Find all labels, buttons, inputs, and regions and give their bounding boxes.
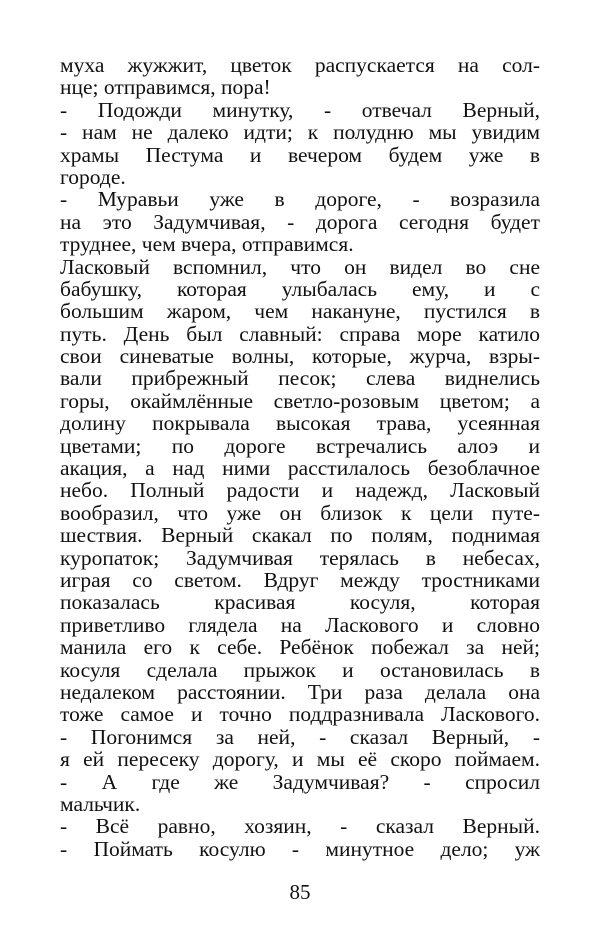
text-line: - А где же Задумчивая? - спросил (60, 769, 540, 794)
text-line: показалась красивая косуля, которая (60, 590, 540, 615)
text-line: цветами; по дороге встречались алоэ и (60, 433, 540, 458)
text-line: путь. День был славный: справа море катило (60, 321, 540, 346)
text-line: недалеком расстоянии. Три раза делала она (60, 679, 540, 704)
text-line: - нам не далеко идти; к полудню мы увидим (60, 120, 540, 145)
text-line: играя со светом. Вдруг между тростниками (60, 567, 540, 592)
text-line: долину покрывала высокая трава, усеянная (60, 411, 540, 436)
text-line: бабушку, которая улыбалась ему, и с (60, 276, 540, 301)
text-line: тоже самое и точно поддразнивала Ласкового. (60, 702, 540, 727)
text-line: мальчик. (60, 791, 141, 816)
text-line: на это Задумчивая, - дорога сегодня будет (60, 209, 540, 234)
text-line: куропаток; Задумчивая терялась в небесах, (60, 545, 540, 570)
text-line: большим жаром, чем накануне, пустился в (60, 299, 540, 324)
text-line: - Подожди минутку, - отвечал Верный, (60, 97, 540, 122)
text-line: шествия. Верный скакал по полям, поднимая (60, 523, 540, 548)
text-line: храмы Пестума и вечером будем уже в (60, 142, 540, 167)
text-line: - Муравьи уже в дороге, - возразила (60, 187, 540, 212)
text-line: Ласковый вспомнил, что он видел во сне (60, 254, 540, 279)
text-line: вали прибрежный песок; слева виднелись (60, 366, 540, 391)
text-line: труднее, чем вчера, отправимся. (60, 232, 354, 257)
text-line: акация, а над ними расстилалось безоблачное (60, 456, 540, 481)
text-line: свои синеватые волны, которые, журча, взры- (60, 344, 540, 369)
text-line: нце; отправимся, пора! (60, 75, 271, 100)
text-line: - Всё равно, хозяин, - сказал Верный. (60, 814, 540, 839)
text-line: - Поймать косулю - минутное дело; уж (60, 836, 540, 861)
body-text (60, 54, 540, 860)
text-line: городе. (60, 164, 126, 189)
text-line: горы, окаймлённые светло-розовым цветом; а (60, 388, 540, 413)
page-number: 85 (289, 880, 311, 904)
text-line: манила его к себе. Ребёнок побежал за ней; (60, 635, 540, 660)
text-line: вообразил, что уже он близок к цели путе- (60, 500, 540, 525)
text-line: - Погонимся за ней, - сказал Верный, - (60, 724, 540, 749)
text-line: приветливо глядела на Ласкового и словно (60, 612, 540, 637)
text-line: муха жужжит, цветок распускается на сол- (60, 53, 540, 77)
text-line: я ей пересеку дорогу, и мы её скоро поймаем. (60, 747, 540, 772)
text-line: косуля сделала прыжок и остановилась в (60, 657, 540, 682)
text-line: небо. Полный радости и надежд, Ласковый (60, 478, 540, 503)
